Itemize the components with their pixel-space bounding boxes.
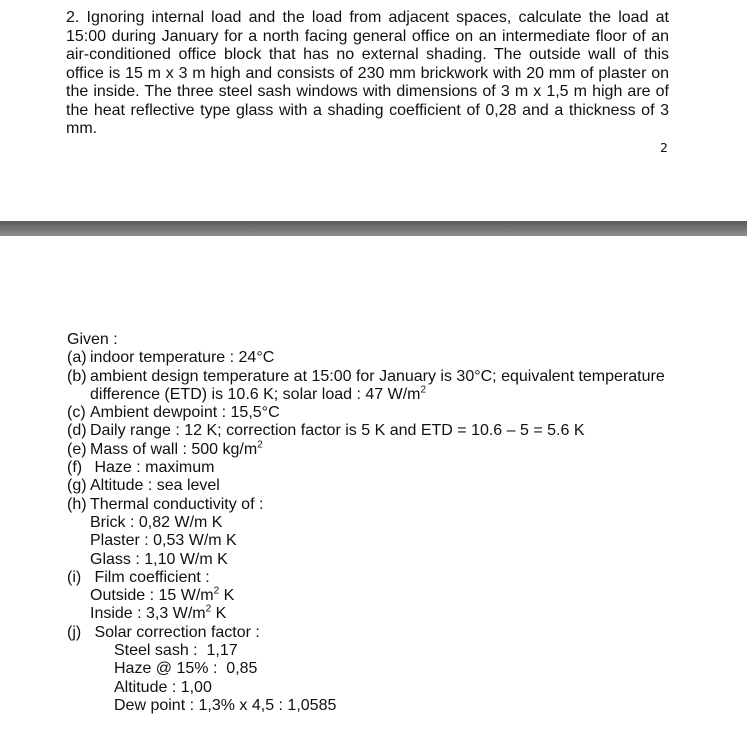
- given-item-f: [67, 459, 687, 477]
- item-text: indoor temperature : 24°C: [90, 349, 275, 367]
- item-content: [90, 441, 687, 459]
- item-marker: (c): [67, 404, 86, 422]
- item-content: [90, 368, 687, 405]
- given-item-b: [67, 368, 687, 405]
- film-outside-text: Outside : 15 W/m: [90, 587, 214, 605]
- given-item-a: [67, 349, 687, 367]
- given-list-continued: [67, 569, 687, 587]
- solar-dew-point: Dew point : 1,3% x 4,5 : 1,0585: [114, 696, 337, 714]
- item-text: Mass of wall : 500 kg/m: [90, 440, 258, 458]
- item-text: Altitude : sea level: [90, 477, 220, 495]
- item-marker: (i): [67, 568, 82, 586]
- given-item-c: [67, 404, 687, 422]
- film-inside: [90, 605, 687, 623]
- item-marker: (j): [67, 623, 82, 641]
- thermal-glass: Glass : 1,10 W/m K: [90, 550, 228, 568]
- thermal-conductivity-list: [67, 514, 687, 569]
- page-divider: [0, 221, 747, 236]
- given-item-i: [67, 569, 687, 587]
- film-inside-text: Inside : 3,3 W/m: [90, 605, 206, 623]
- given-section: [67, 331, 687, 715]
- item-text: Solar correction factor :: [90, 623, 260, 641]
- solar-correction-list: [67, 642, 687, 715]
- given-list: [67, 349, 687, 514]
- thermal-brick: Brick : 0,82 W/m K: [90, 513, 223, 531]
- film-outside: [90, 587, 687, 605]
- item-marker: (d): [67, 422, 87, 440]
- item-marker: (b): [67, 367, 87, 385]
- film-outside-unit: K: [219, 587, 235, 605]
- given-item-j: [67, 624, 687, 642]
- given-item-h: [67, 496, 687, 514]
- item-text: ambient design temperature at 15:00 for January is 30°C; equivalent temperature: [90, 367, 665, 385]
- item-continuation-text: difference (ETD) is 10.6 K; solar load : 47 W/m: [90, 385, 421, 403]
- film-inside-unit: K: [211, 605, 227, 623]
- thermal-plaster: Plaster : 0,53 W/m K: [90, 532, 237, 550]
- given-item-d: [67, 422, 687, 440]
- solar-haze: Haze @ 15% : 0,85: [114, 660, 258, 678]
- question-text: 2. Ignoring internal load and the load from adjacent spaces, calculate the load at 15:00 during January for a north facing general office on an intermediate floor of an air-conditioned office block that has no external shading. The outside wall of this office is 15 m x 3 m high and consists of 230 mm brickwork with 20 mm of plaster on the inside. The three steel sash windows with dimensions of 3 m x 1,5 m high are of the heat reflective type glass with a shading coefficient of 0,28 and a thickness of 3 mm.: [66, 9, 669, 137]
- item-text: Haze : maximum: [90, 459, 215, 477]
- solar-steel-sash: Steel sash : 1,17: [114, 642, 238, 660]
- item-text: Thermal conductivity of :: [90, 495, 264, 513]
- item-marker: (g): [67, 477, 87, 495]
- film-coefficient-list: [67, 587, 687, 624]
- superscript: 2: [257, 439, 263, 451]
- superscript: 2: [205, 604, 212, 616]
- item-text: Daily range : 12 K; correction factor is 5 K and ETD = 10.6 – 5 = 5.6 K: [90, 422, 585, 440]
- superscript: 2: [420, 384, 427, 396]
- item-continuation: [90, 386, 687, 404]
- item-marker: (e): [67, 440, 87, 458]
- solar-altitude: Altitude : 1,00: [114, 678, 212, 696]
- item-text: Ambient dewpoint : 15,5°C: [90, 404, 280, 422]
- marks-value: 2: [660, 140, 668, 155]
- given-item-g: [67, 477, 687, 495]
- item-marker: (h): [67, 495, 87, 513]
- item-text: Film coefficient :: [90, 568, 210, 586]
- item-marker: (f): [67, 459, 83, 477]
- superscript: 2: [213, 585, 220, 597]
- given-list-final: [67, 624, 687, 642]
- given-item-e: [67, 441, 687, 459]
- item-marker: (a): [67, 349, 87, 367]
- given-title: Given :: [67, 331, 118, 348]
